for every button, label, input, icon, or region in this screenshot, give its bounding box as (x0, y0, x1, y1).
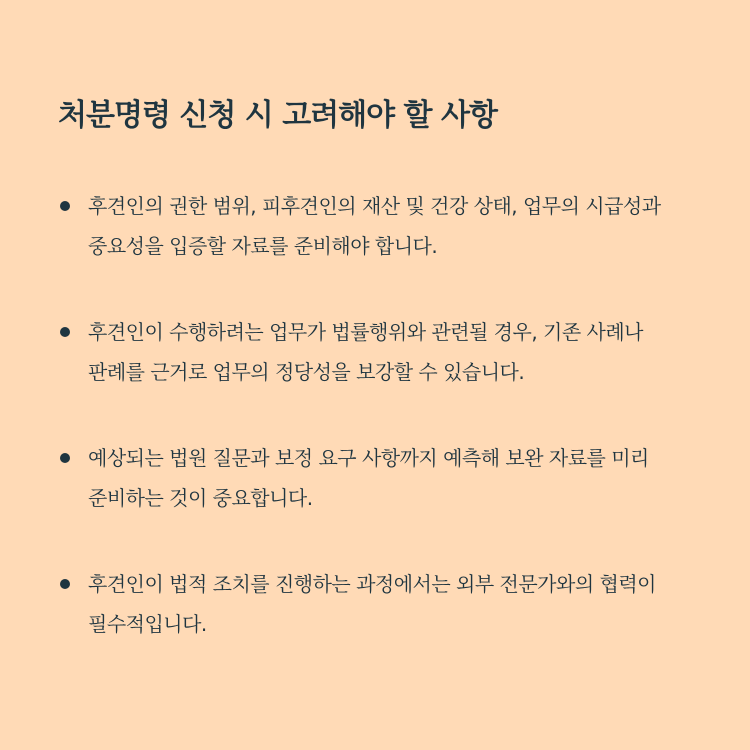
bullet-list (60, 186, 700, 690)
bullet-text: 예상되는 법원 질문과 보정 요구 사항까지 예측해 보완 자료를 미리 준비하는 것이 중요합니다. (88, 446, 649, 510)
bullet-dot-icon (60, 201, 70, 211)
list-item (60, 564, 700, 644)
list-item (60, 438, 700, 518)
list-item (60, 312, 700, 392)
bullet-text: 후견인의 권한 범위, 피후견인의 재산 및 건강 상태, 업무의 시급성과 중요성을 입증할 자료를 준비해야 합니다. (88, 194, 661, 258)
page-title: 처분명령 신청 시 고려해야 할 사항 (58, 98, 497, 133)
bullet-dot-icon (60, 327, 70, 337)
list-item (60, 186, 700, 266)
bullet-text: 후견인이 수행하려는 업무가 법률행위와 관련될 경우, 기존 사례나 판례를 근거로 업무의 정당성을 보강할 수 있습니다. (88, 320, 643, 384)
bullet-dot-icon (60, 579, 70, 589)
bullet-dot-icon (60, 453, 70, 463)
bullet-text: 후견인이 법적 조치를 진행하는 과정에서는 외부 전문가와의 협력이 필수적입니다. (88, 572, 656, 636)
